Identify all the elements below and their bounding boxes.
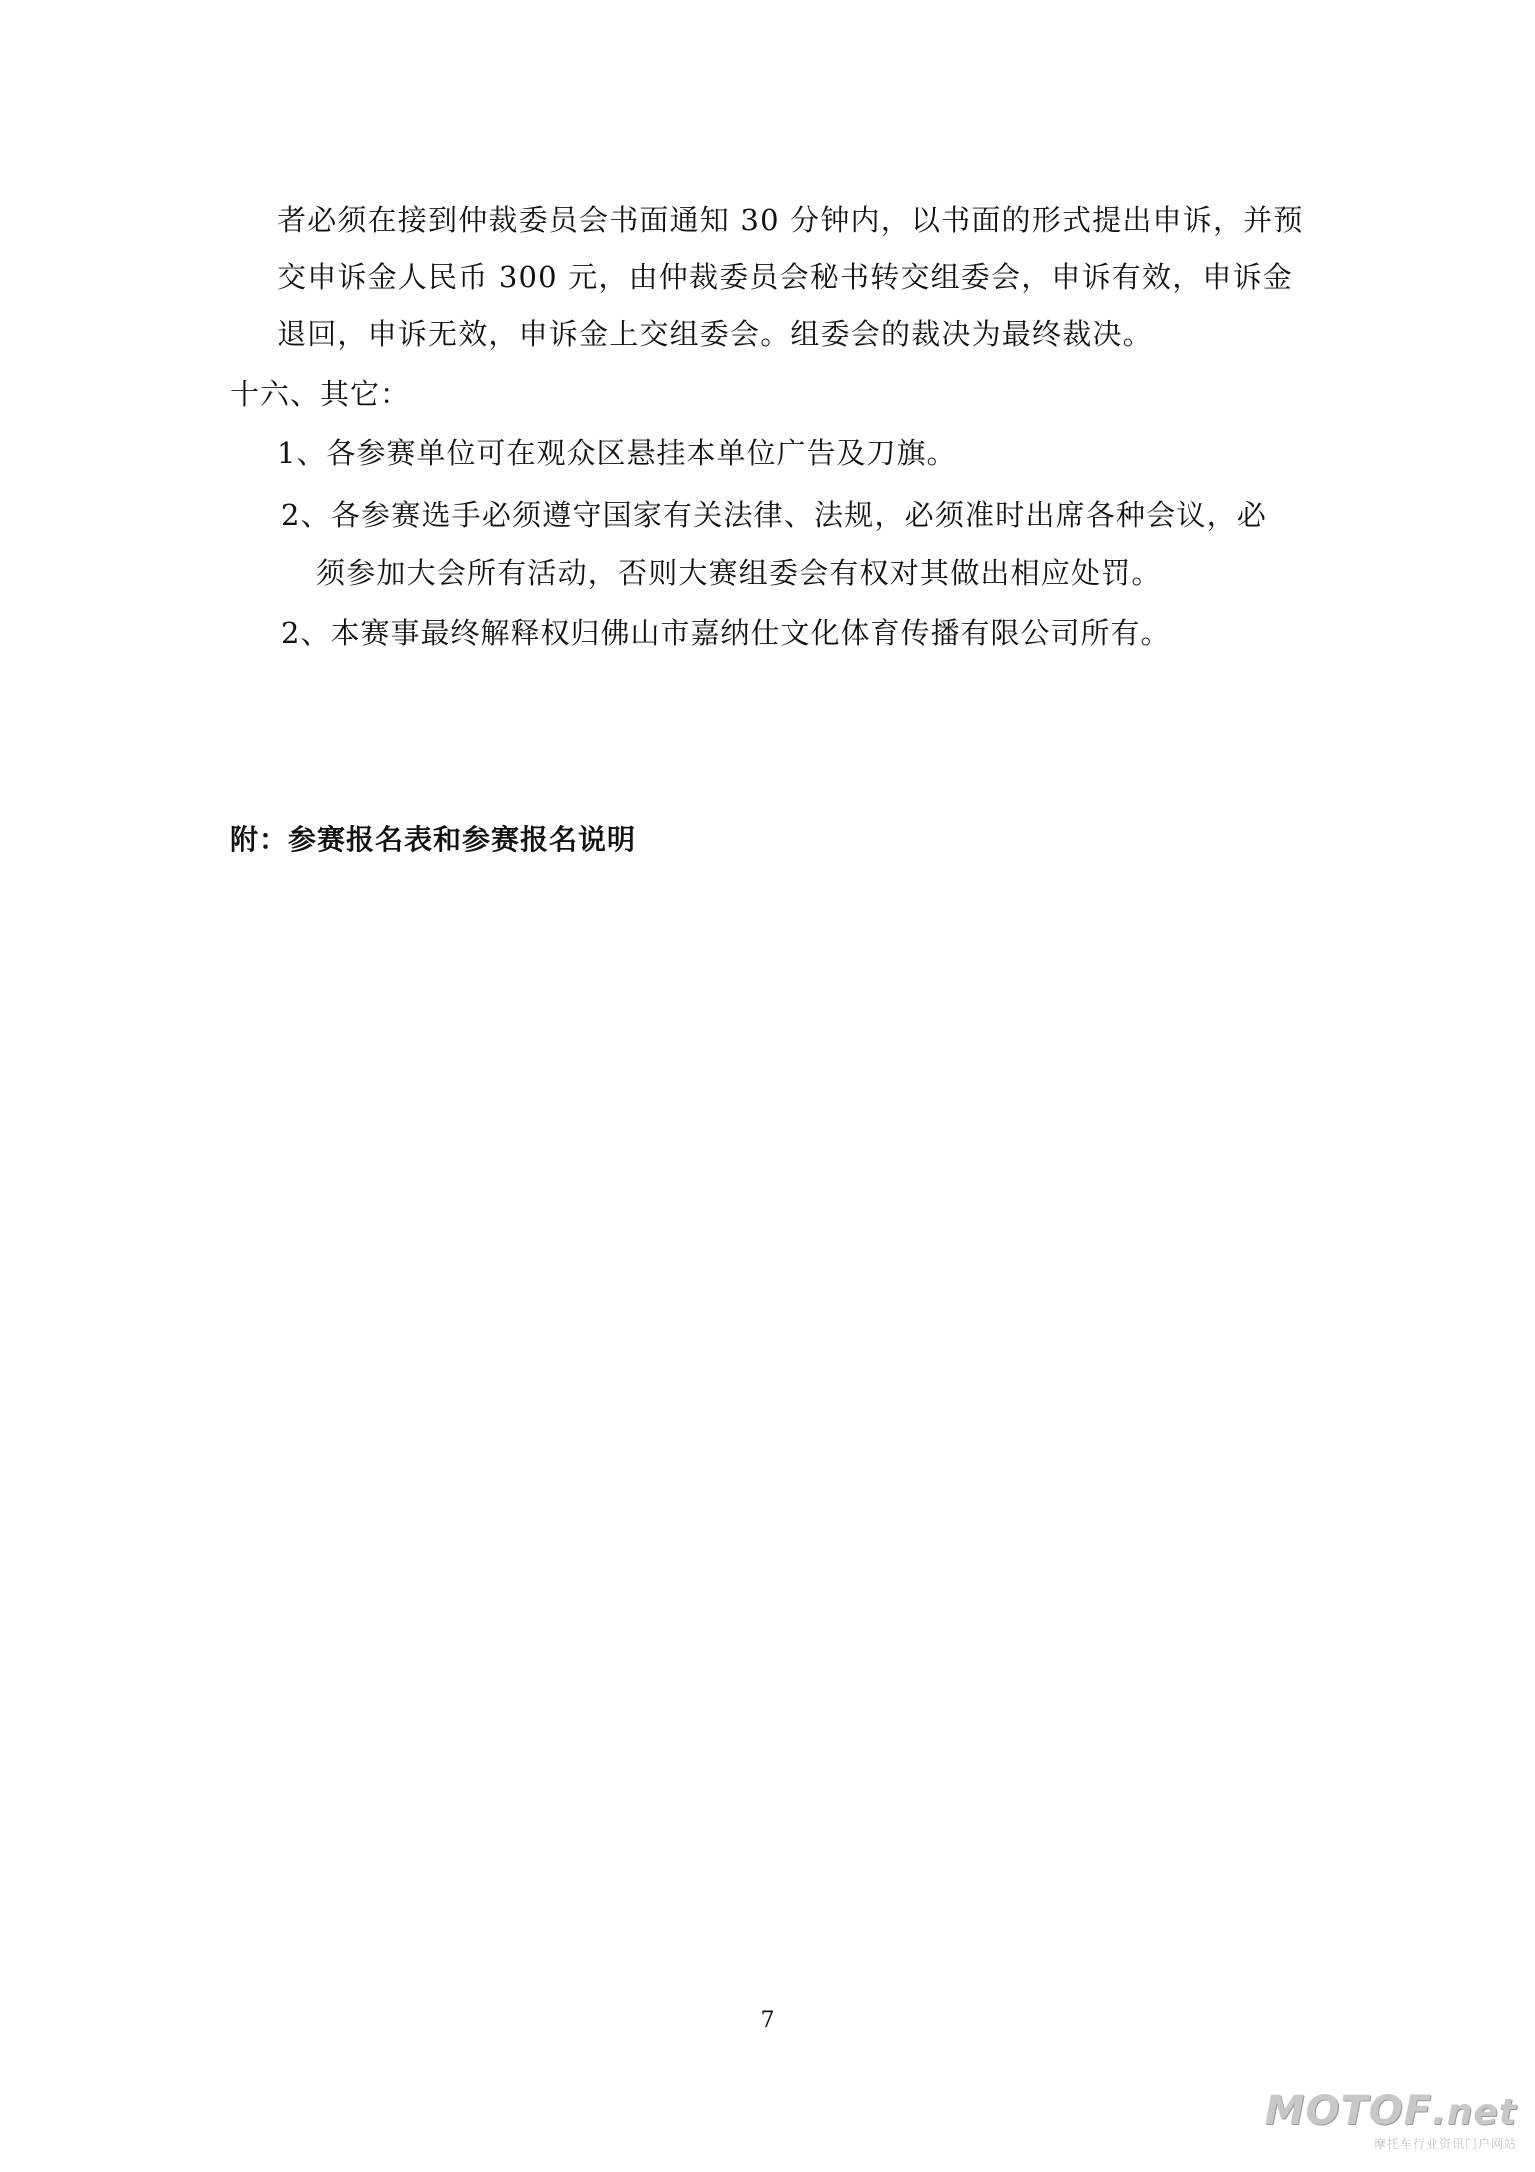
watermark-logo <box>1264 2088 1517 2134</box>
page-number: 7 <box>760 2008 775 2033</box>
list-item: 2、各参赛选手必须遵守国家有关法律、法规，必须准时出席各种会议，必 <box>281 498 1268 532</box>
paragraph-line: 者必须在接到仲裁委员会书面通知 30 分钟内，以书面的形式提出申诉，并预 <box>277 203 1304 237</box>
watermark-logo-suffix: .net <box>1432 2092 1517 2133</box>
paragraph-line: 交申诉金人民币 300 元，由仲裁委员会秘书转交组委会，申诉有效，申诉金 <box>277 260 1293 294</box>
watermark-tagline: 摩托车行业资讯门户网站 <box>1373 2137 1517 2151</box>
list-item: 1、各参赛单位可在观众区悬挂本单位广告及刀旗。 <box>277 436 957 470</box>
paragraph-line: 退回，申诉无效，申诉金上交组委会。组委会的裁决为最终裁决。 <box>277 317 1153 351</box>
appendix-note: 附：参赛报名表和参赛报名说明 <box>230 823 637 856</box>
section-heading: 十六、其它： <box>230 377 411 411</box>
site-watermark <box>1264 2088 1517 2152</box>
list-item: 2、本赛事最终解释权归佛山市嘉纳仕文化体育传播有限公司所有。 <box>281 616 1171 650</box>
watermark-logo-main: MOTOF <box>1264 2088 1433 2134</box>
list-item-continuation: 须参加大会所有活动，否则大赛组委会有权对其做出相应处罚。 <box>316 556 1162 590</box>
